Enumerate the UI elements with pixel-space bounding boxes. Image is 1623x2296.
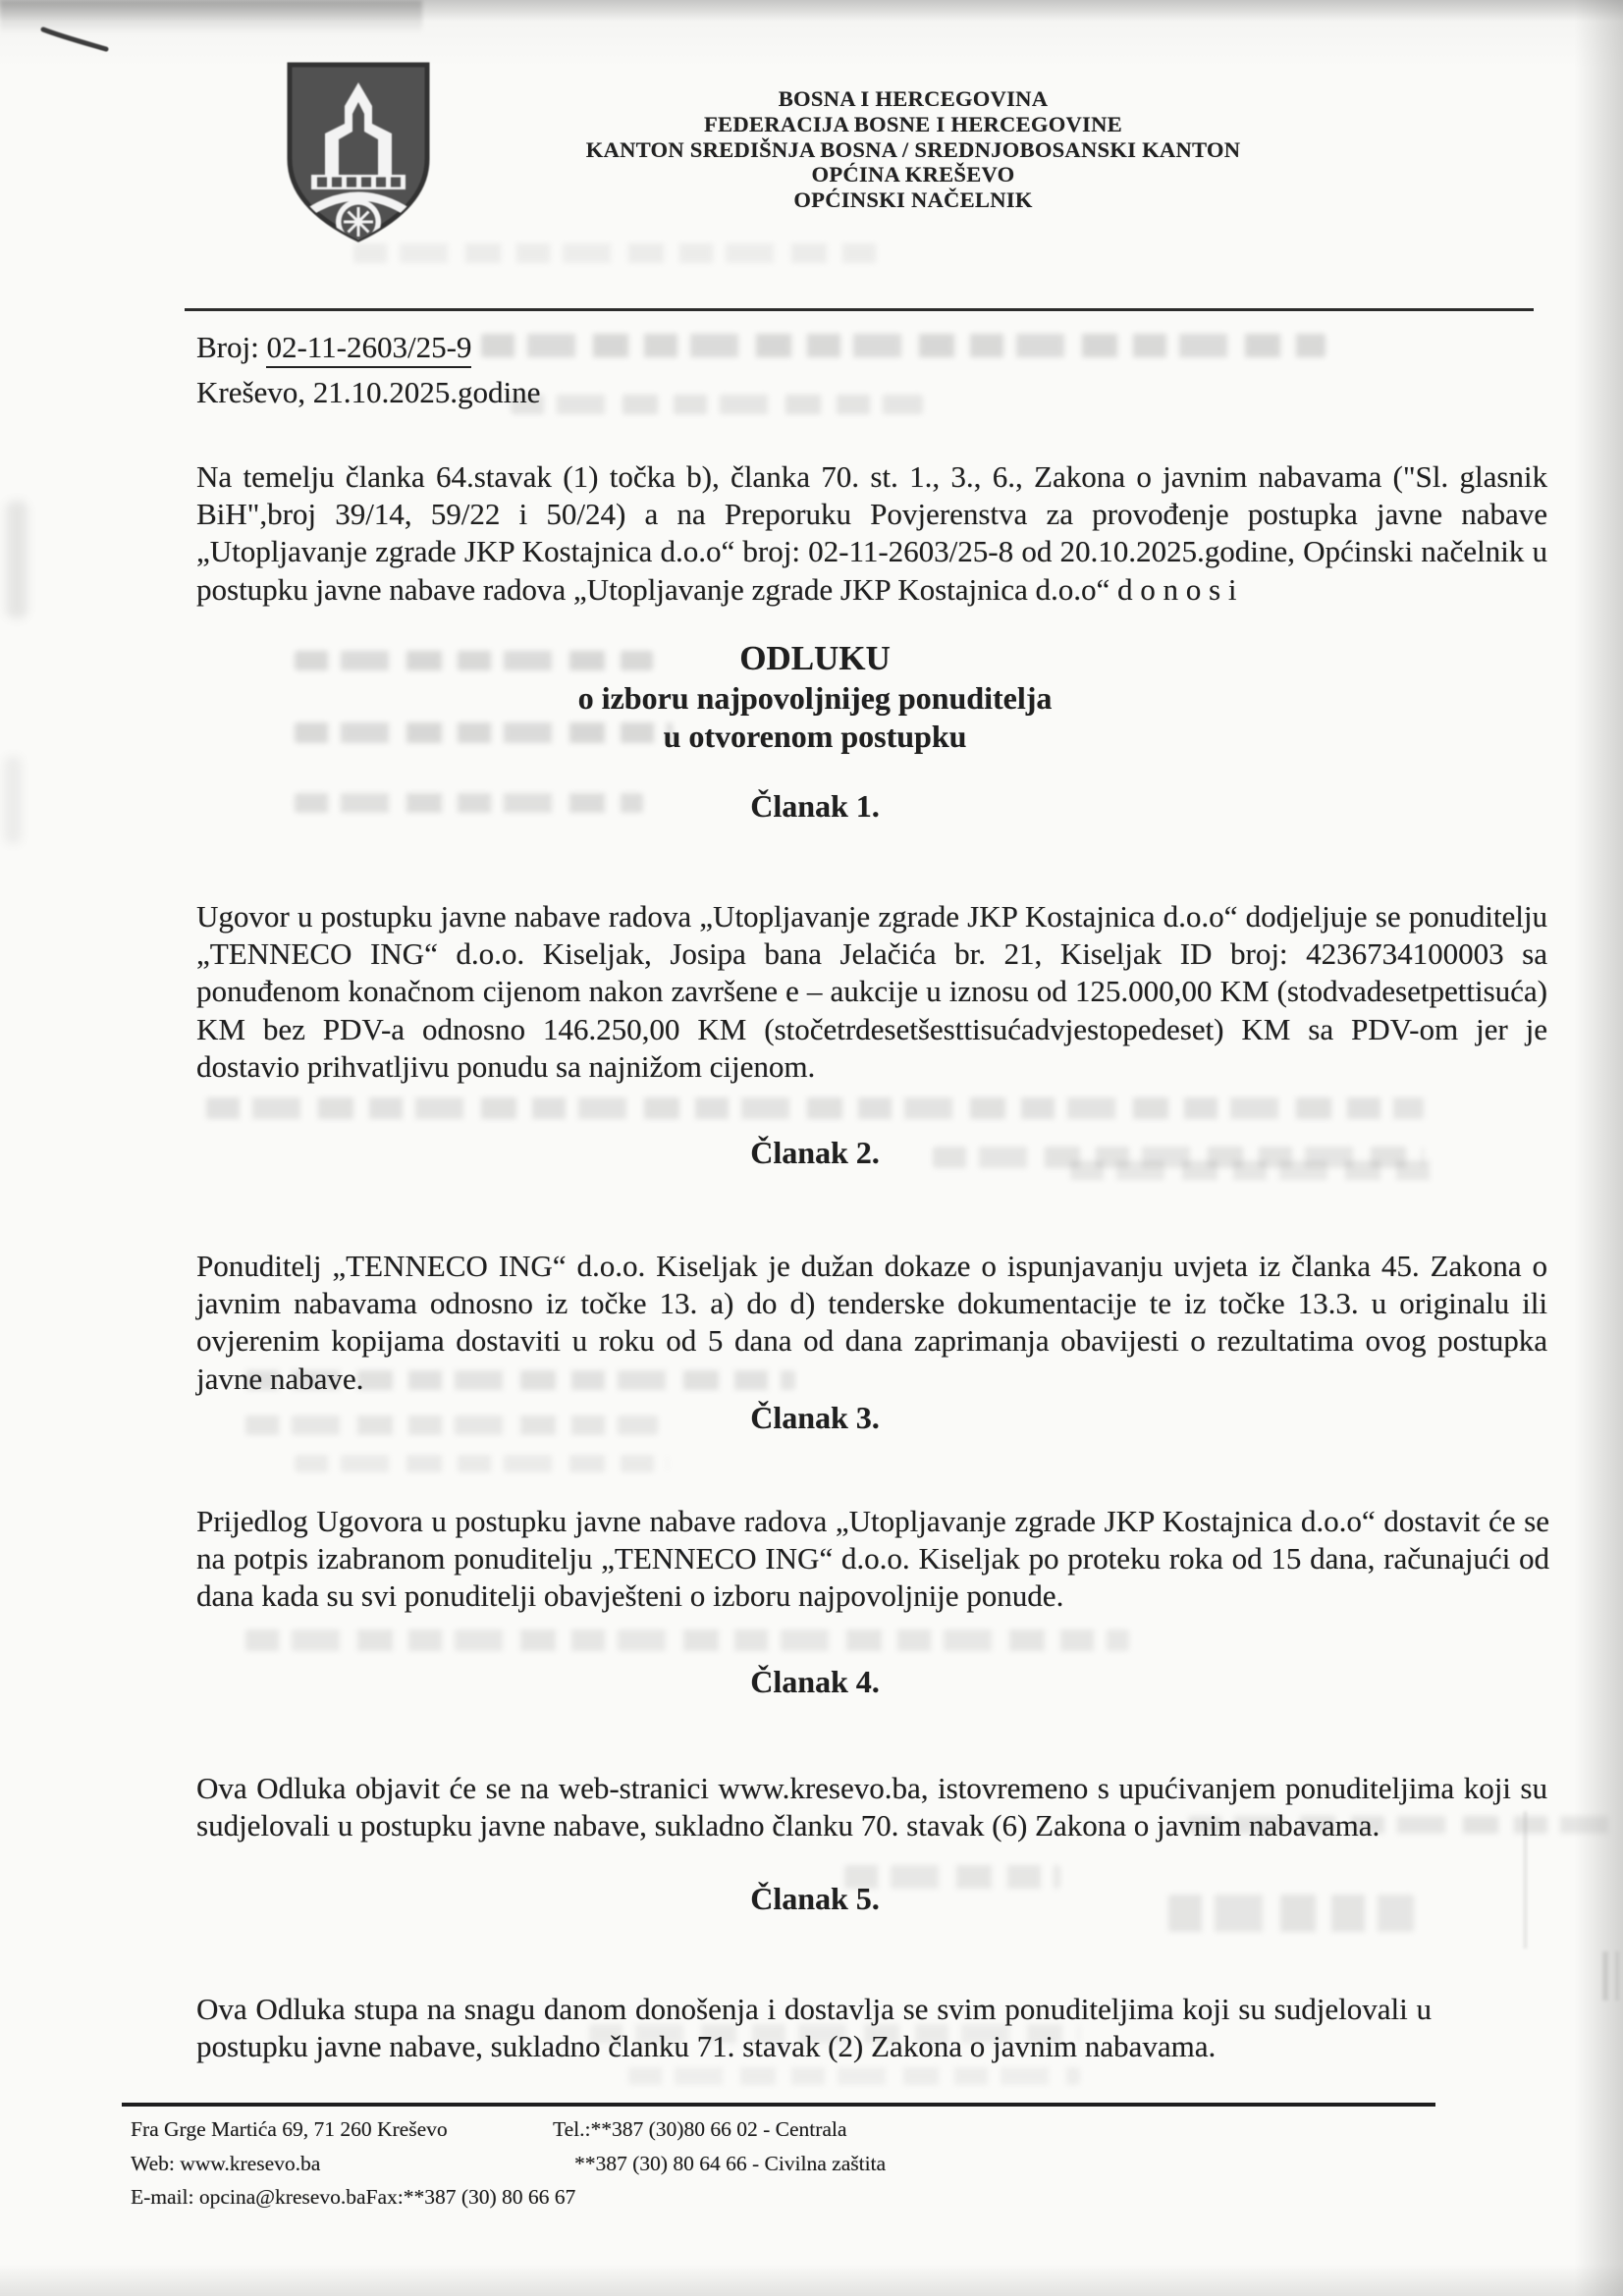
bleedthrough-text: [481, 334, 1325, 357]
reference-label: Broj:: [196, 330, 267, 364]
decision-title: ODLUKU: [739, 639, 891, 677]
article-4-body: Ova Odluka objavit će se na web-stranici www.kresevo.ba, istovremeno s upućivanjem ponuditeljima koji su sudjelovali u postupku javne nabave, sukladno članku 70. stavak (6) Zakona o javnim nabavama.: [196, 1771, 1547, 1843]
article-3-body: Prijedlog Ugovora u postupku javne nabave radova „Utopljavanje zgrade JKP Kostajnica d.o.o“ dostavit će se na potpis izabranom ponuditelju „TENNECO ING“ d.o.o. Kiseljak po proteku roka od 15 dana, računajući od dana kada su svi ponuditelji obavješteni o izboru najpovoljnije ponude.: [196, 1504, 1549, 1614]
bleedthrough-table-line: [1615, 1951, 1619, 2001]
reference-number: 02-11-2603/25-9: [266, 330, 471, 368]
footer-tel-civil: **387 (30) 80 64 66 - Civilna zaštita: [574, 2151, 887, 2175]
footer-row-3: [131, 2180, 1505, 2215]
article-2-body: Ponuditelj „TENNECO ING“ d.o.o. Kiseljak je dužan dokaze o ispunjavanju uvjeta iz članka 45. Zakona o javnim nabavama odnosno iz točke 13. a) do d) tenderske dokumentacije te iz točke 13.3. u originalu ili ovjerenim kopijama dostaviti u roku od 5 dana od dana zaprimanja obavijesti o rezultatima ovog postupka javne nabave.: [196, 1249, 1547, 1396]
article-5-body: Ova Odluka stupa na snagu danom donošenja i dostavlja se svim ponuditeljima koji su sudjelovali u postupku javne nabave, sukladno članku 71. stavak (2) Zakona o javnim nabavama.: [196, 1992, 1432, 2064]
org-line-office: OPĆINSKI NAČELNIK: [793, 187, 1033, 213]
bleedthrough-text: [628, 2067, 1080, 2085]
footer-address: Fra Grge Martića 69, 71 260 Kreševo: [131, 2117, 448, 2141]
org-line-canton: KANTON SREDIŠNJA BOSNA / SREDNJOBOSANSKI KANTON: [585, 136, 1241, 162]
org-line-country: BOSNA I HERCEGOVINA: [778, 86, 1049, 111]
letterhead-footer: [131, 2112, 1505, 2215]
bleedthrough-text: [245, 1629, 1129, 1651]
footer-email-fax: E-mail: opcina@kresevo.baFax:**387 (30) 80 66 67: [131, 2185, 576, 2209]
place-date-line: Kreševo, 21.10.2025.godine: [196, 375, 541, 409]
footer-divider: [122, 2103, 1435, 2107]
decision-title-block: [196, 638, 1434, 756]
bleedthrough-table-line: [1602, 1951, 1608, 2001]
article-2-heading: Članak 2.: [750, 1135, 880, 1170]
footer-row-2: [131, 2147, 1505, 2181]
article-5-heading: Članak 5.: [750, 1881, 880, 1916]
article-3-heading: Članak 3.: [750, 1400, 880, 1435]
decision-subtitle-1: o izboru najpovoljnijeg ponuditelja: [577, 680, 1053, 716]
article-1-heading: Članak 1.: [750, 788, 880, 824]
footer-web: Web: www.kresevo.ba: [131, 2151, 321, 2175]
scan-smudge-left-2: [4, 756, 22, 844]
bleedthrough-text: [295, 1455, 668, 1472]
scan-pen-mark: [39, 24, 116, 57]
bleedthrough-text: [511, 395, 923, 414]
article-1-body: Ugovor u postupku javne nabave radova „Utopljavanje zgrade JKP Kostajnica d.o.o“ dodjeljuje se ponuditelju „TENNECO ING“ d.o.o. Kiseljak, Josipa bana Jelačića br. 21, Kiseljak ID broj: 4236734100003 sa ponuđenom konačnom cijenom nakon završene e – aukcije u iznosu od 125.000,00 KM (stodvadesetpettisuća) KM bez PDV-a odnosno 146.250,00 KM (stočetrdesetšesttisućadvjestopedeset) KM sa PDV-om jer je dostavio prihvatljivu ponudu sa najnižom cijenom.: [196, 899, 1547, 1084]
preamble-paragraph: Na temelju članka 64.stavak (1) točka b), članka 70. st. 1., 3., 6., Zakona o javnim nabavama ("Sl. glasnik BiH",broj 39/14, 59/22 i 50/24) a na Preporuku Povjerenstva za provođenje postupka javne nabave „Utopljavanje zgrade JKP Kostajnica d.o.o“ broj: 02-11-2603/25-8 od 20.10.2025.godine, Općinski načelnik u postupku javne nabave radova „Utopljavanje zgrade JKP Kostajnica d.o.o“ d o n o s i: [196, 459, 1547, 607]
reference-number-line: [196, 330, 471, 365]
header-divider: [185, 308, 1534, 311]
org-line-municipality: OPĆINA KREŠEVO: [811, 162, 1015, 187]
bleedthrough-text: [206, 1097, 1424, 1119]
decision-subtitle-2: u otvorenom postupku: [663, 719, 967, 754]
org-line-federation: FEDERACIJA BOSNE I HERCEGOVINE: [704, 111, 1122, 136]
footer-tel-central: Tel.:**387 (30)80 66 02 - Centrala: [553, 2117, 847, 2141]
scan-smudge-left-1: [6, 501, 27, 618]
institution-header: [196, 86, 1623, 213]
footer-row-1: [131, 2112, 1505, 2147]
article-4-heading: Članak 4.: [750, 1664, 880, 1699]
